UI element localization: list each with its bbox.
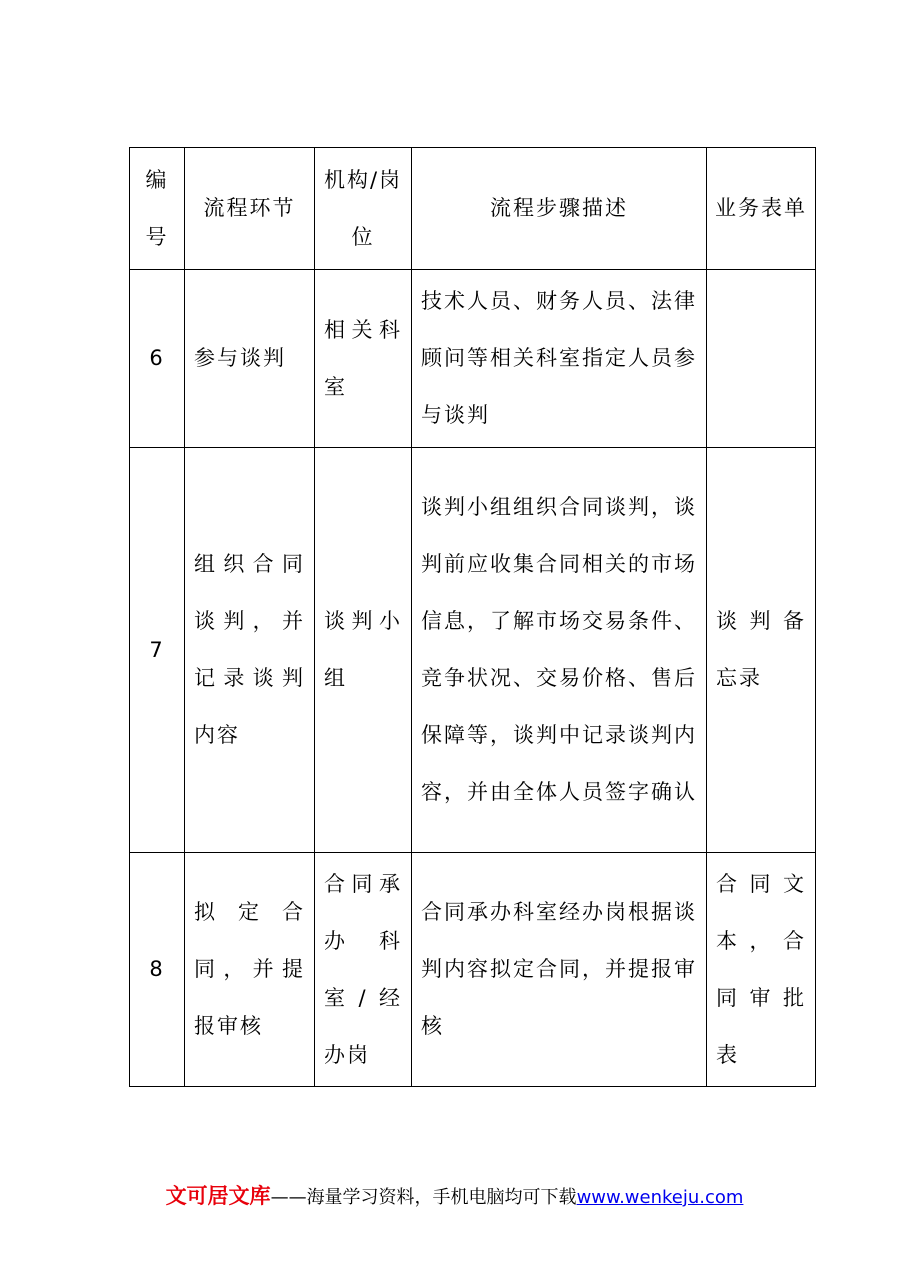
header-desc: 流程步骤描述 (412, 148, 707, 270)
row-form (707, 270, 816, 448)
row-org: 相关科室 (315, 270, 412, 448)
table-row (130, 448, 816, 853)
row-num: 7 (130, 448, 185, 853)
table-row (130, 270, 816, 448)
header-step: 流程环节 (185, 148, 315, 270)
row-step: 拟定合同，并提报审核 (185, 853, 315, 1087)
row-num: 6 (130, 270, 185, 448)
row-org: 合同承办科室/经办岗 (315, 853, 412, 1087)
footer-slogan: ——海量学习资料，手机电脑均可下载 (270, 1187, 577, 1208)
footer-banner (0, 1180, 909, 1210)
row-step: 组织合同谈判，并记录谈判内容 (185, 448, 315, 853)
row-num: 8 (130, 853, 185, 1087)
header-form: 业务表单 (707, 148, 816, 270)
row-step: 参与谈判 (185, 270, 315, 448)
header-org: 机构/岗位 (315, 148, 412, 270)
table-row (130, 853, 816, 1087)
table-header-row (130, 148, 816, 270)
header-num: 编号 (130, 148, 185, 270)
process-table (129, 147, 816, 1087)
footer-brand: 文可居文库 (165, 1184, 271, 1208)
row-desc: 合同承办科室经办岗根据谈判内容拟定合同，并提报审核 (412, 853, 707, 1087)
row-org: 谈判小组 (315, 448, 412, 853)
row-desc: 技术人员、财务人员、法律顾问等相关科室指定人员参与谈判 (412, 270, 707, 448)
row-form: 合同文本，合同审批表 (707, 853, 816, 1087)
footer-link[interactable]: www.wenkeju.com (576, 1187, 744, 1208)
row-form: 谈判备忘录 (707, 448, 816, 853)
row-desc: 谈判小组组织合同谈判，谈判前应收集合同相关的市场信息，了解市场交易条件、竞争状况、交易价格、售后保障等，谈判中记录谈判内容，并由全体人员签字确认 (412, 448, 707, 853)
